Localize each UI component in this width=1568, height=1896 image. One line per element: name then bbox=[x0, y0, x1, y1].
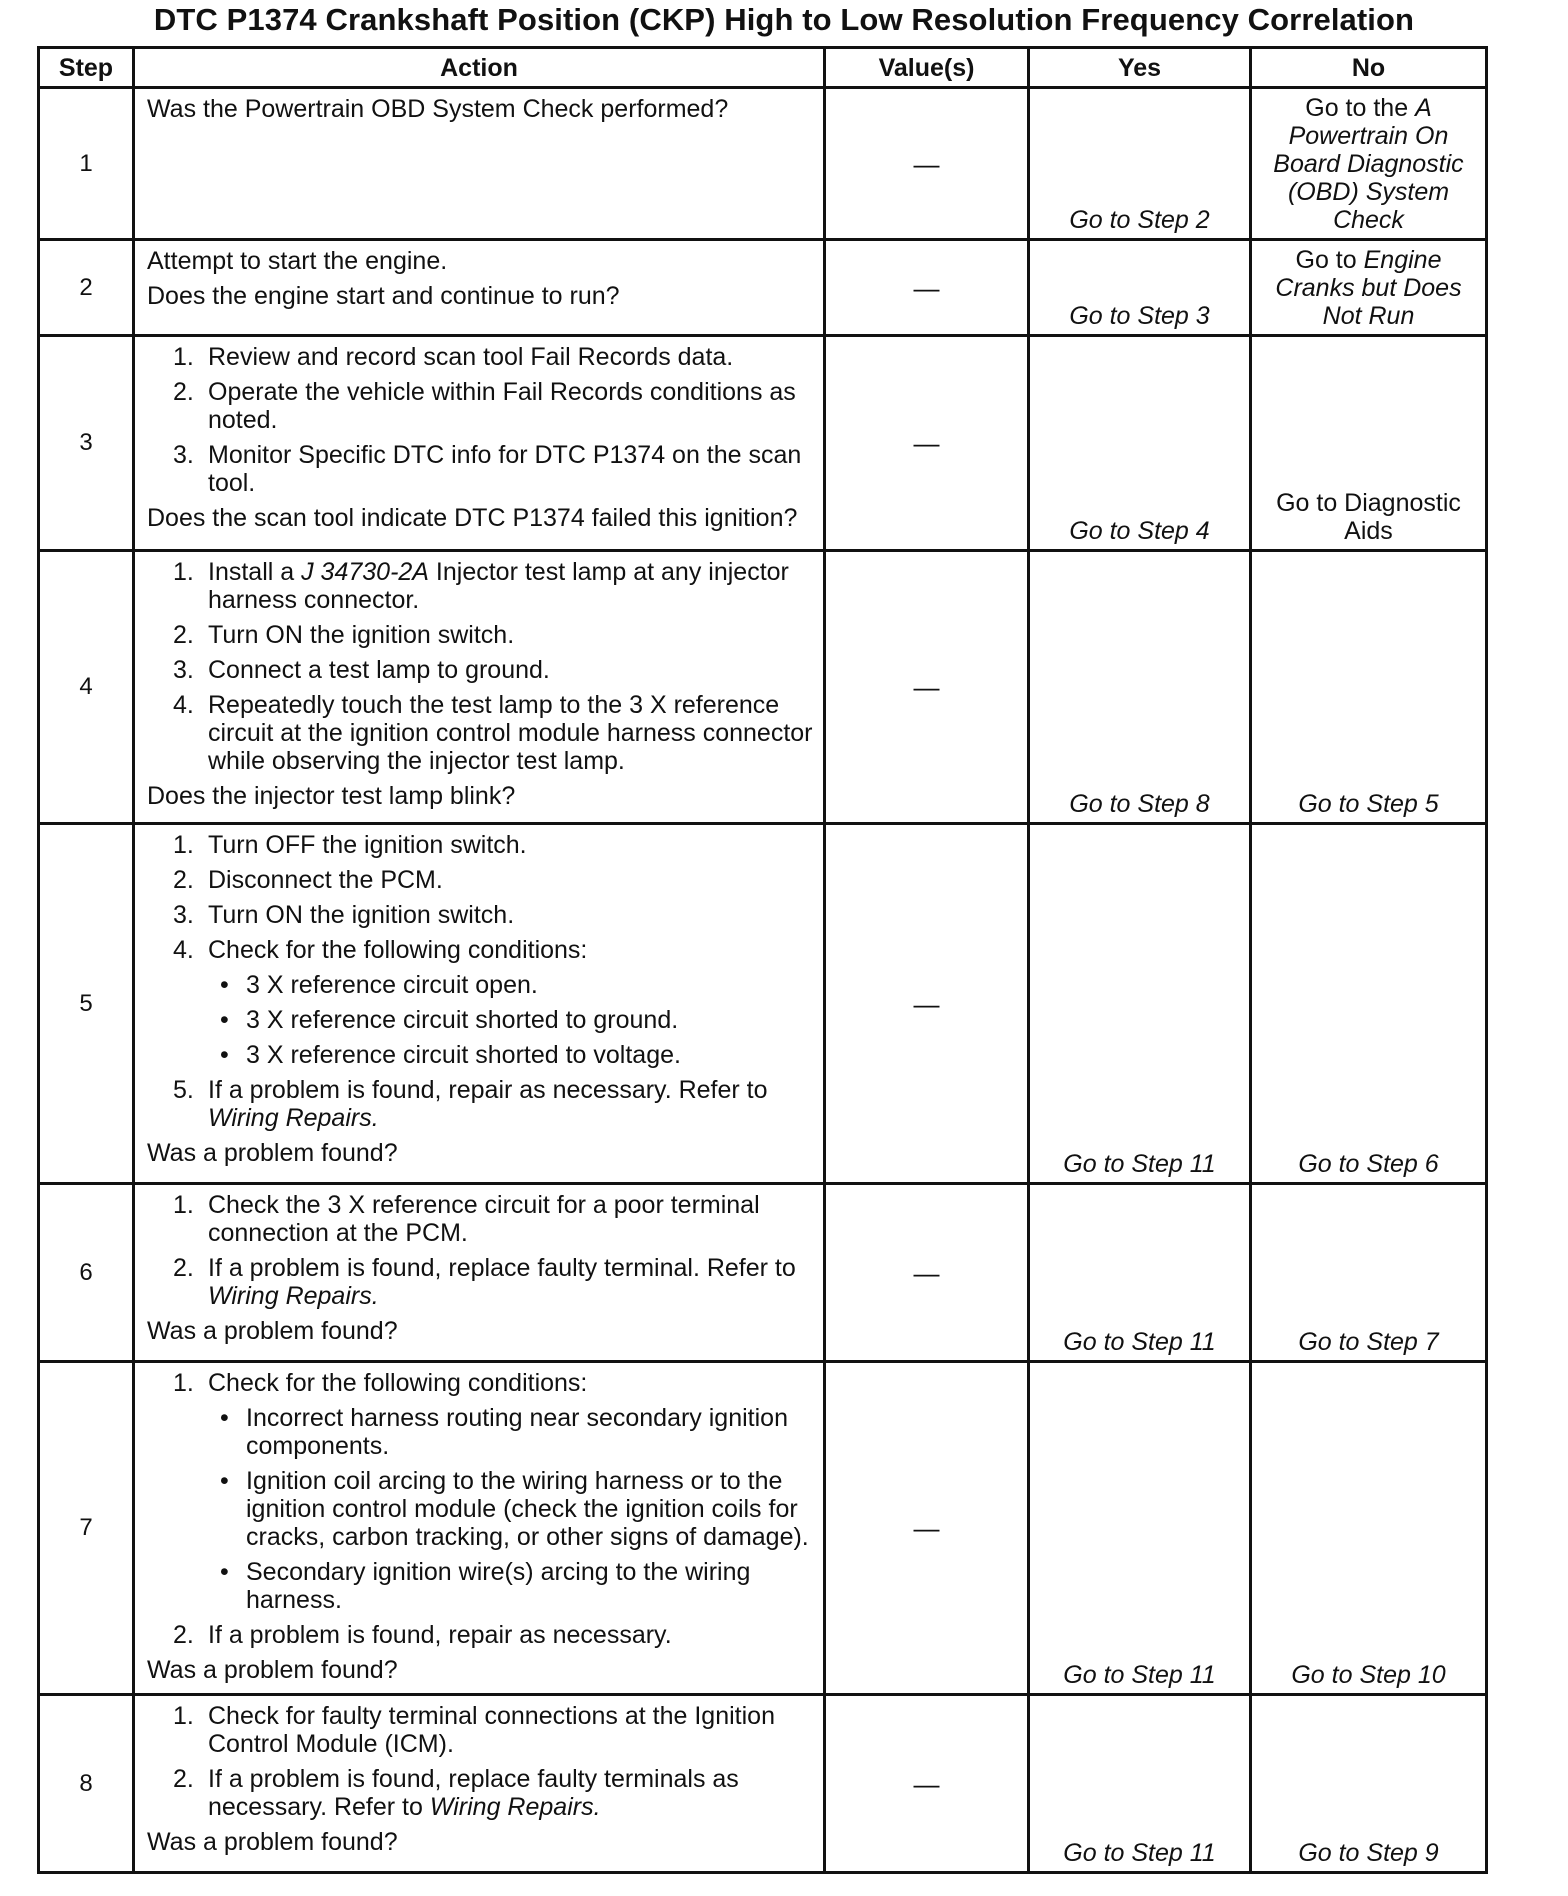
no-reference: Engine Cranks but Does Not Run bbox=[1275, 246, 1462, 330]
item-text: Connect a test lamp to ground. bbox=[208, 656, 550, 684]
item-text: Install a bbox=[208, 558, 302, 586]
item-number: 5. bbox=[173, 1076, 194, 1104]
step-number: 7 bbox=[39, 1362, 134, 1695]
no-cell bbox=[1251, 824, 1487, 1184]
list-item bbox=[147, 936, 815, 1069]
table-header-row bbox=[39, 48, 1487, 88]
item-text: Check for the following conditions: bbox=[208, 1369, 588, 1397]
action-list bbox=[147, 558, 815, 775]
item-number: 2. bbox=[173, 866, 194, 894]
list-item bbox=[147, 378, 815, 434]
action-question: Does the injector test lamp blink? bbox=[147, 782, 516, 810]
list-item bbox=[147, 1076, 815, 1132]
value-cell: — bbox=[825, 240, 1029, 336]
header-no: No bbox=[1251, 48, 1487, 88]
action-cell bbox=[134, 88, 825, 240]
no-reference: A Powertrain On Board Diagnostic (OBD) System Check bbox=[1273, 94, 1464, 234]
item-text: Injector test lamp at any injector harness connector. bbox=[208, 558, 789, 614]
table-row-step-8 bbox=[39, 1695, 1487, 1873]
bullet-icon: • bbox=[220, 1006, 229, 1034]
action-list bbox=[147, 343, 815, 497]
action-cell bbox=[134, 824, 825, 1184]
item-number: 2. bbox=[173, 1765, 194, 1793]
header-yes: Yes bbox=[1029, 48, 1251, 88]
wiring-repairs-reference: Wiring Repairs. bbox=[208, 1104, 379, 1132]
item-number: 2. bbox=[173, 1254, 194, 1282]
action-cell bbox=[134, 1695, 825, 1873]
list-item bbox=[147, 691, 815, 775]
item-number: 1. bbox=[173, 1369, 194, 1397]
action-cell bbox=[134, 240, 825, 336]
page-title: DTC P1374 Crankshaft Position (CKP) High to Low Resolution Frequency Correlation bbox=[153, 2, 1415, 37]
header-action: Action bbox=[134, 48, 825, 88]
list-item bbox=[147, 1621, 815, 1649]
item-number: 2. bbox=[173, 621, 194, 649]
action-question: Does the engine start and continue to run? bbox=[147, 282, 620, 310]
table-row-step-2 bbox=[39, 240, 1487, 336]
value-cell: — bbox=[825, 1695, 1029, 1873]
bullet-text: 3 X reference circuit open. bbox=[246, 971, 538, 999]
action-list bbox=[147, 1369, 815, 1649]
list-item bbox=[147, 441, 815, 497]
list-item bbox=[147, 831, 815, 859]
yes-cell: Go to Step 2 bbox=[1029, 88, 1251, 240]
item-number: 1. bbox=[173, 1702, 194, 1730]
condition-list bbox=[208, 1404, 815, 1614]
action-question: Does the scan tool indicate DTC P1374 failed this ignition? bbox=[147, 504, 798, 532]
item-text: Turn ON the ignition switch. bbox=[208, 621, 515, 649]
item-text: Review and record scan tool Fail Records data. bbox=[208, 343, 734, 371]
table-row-step-6 bbox=[39, 1184, 1487, 1362]
item-text: Turn OFF the ignition switch. bbox=[208, 831, 527, 859]
item-number: 2. bbox=[173, 1621, 194, 1649]
action-list bbox=[147, 1191, 815, 1310]
item-number: 4. bbox=[173, 691, 194, 719]
step-number: 1 bbox=[39, 88, 134, 240]
yes-cell: Go to Step 4 bbox=[1029, 336, 1251, 551]
bullet-icon: • bbox=[220, 1558, 229, 1586]
list-item bbox=[147, 558, 815, 614]
item-text: Check for the following conditions: bbox=[208, 936, 588, 964]
item-text: If a problem is found, repair as necessary. bbox=[208, 1621, 672, 1649]
table-row-step-4 bbox=[39, 551, 1487, 824]
no-cell bbox=[1251, 1695, 1487, 1873]
list-item bbox=[147, 621, 815, 649]
bullet-icon: • bbox=[220, 1041, 229, 1069]
item-text: Operate the vehicle within Fail Records conditions as noted. bbox=[208, 378, 796, 434]
bullet-text: Secondary ignition wire(s) arcing to the wiring harness. bbox=[246, 1558, 751, 1614]
item-number: 1. bbox=[173, 831, 194, 859]
table-row-step-1 bbox=[39, 88, 1487, 240]
step-number: 4 bbox=[39, 551, 134, 824]
item-text: Turn ON the ignition switch. bbox=[208, 901, 515, 929]
bullet-item bbox=[208, 1558, 815, 1614]
value-cell: — bbox=[825, 1362, 1029, 1695]
item-number: 3. bbox=[173, 441, 194, 469]
bullet-text: Ignition coil arcing to the wiring harness or to the ignition control module (check the ignition coils for cracks, carbon tracking, or other signs of damage). bbox=[246, 1467, 809, 1551]
item-number: 1. bbox=[173, 558, 194, 586]
no-cell bbox=[1251, 1184, 1487, 1362]
bullet-text: 3 X reference circuit shorted to ground. bbox=[246, 1006, 679, 1034]
step-number: 6 bbox=[39, 1184, 134, 1362]
action-question: Was a problem found? bbox=[147, 1656, 398, 1684]
list-item bbox=[147, 1702, 815, 1758]
bullet-item bbox=[208, 1041, 815, 1069]
yes-cell: Go to Step 11 bbox=[1029, 1184, 1251, 1362]
item-number: 1. bbox=[173, 343, 194, 371]
action-text: Attempt to start the engine. bbox=[147, 247, 448, 275]
no-reference: Go to Step 5 bbox=[1298, 790, 1439, 818]
item-text: If a problem is found, repair as necessary. Refer to bbox=[208, 1076, 768, 1104]
list-item bbox=[147, 866, 815, 894]
action-cell bbox=[134, 1184, 825, 1362]
no-reference: Go to Step 10 bbox=[1291, 1661, 1446, 1689]
yes-cell: Go to Step 11 bbox=[1029, 824, 1251, 1184]
tool-reference: J 34730-2A bbox=[301, 558, 429, 586]
no-cell bbox=[1251, 88, 1487, 240]
wiring-repairs-reference: Wiring Repairs. bbox=[429, 1793, 601, 1821]
list-item bbox=[147, 901, 815, 929]
action-question: Was a problem found? bbox=[147, 1139, 398, 1167]
no-cell bbox=[1251, 551, 1487, 824]
condition-list bbox=[208, 971, 815, 1069]
bullet-icon: • bbox=[220, 1404, 229, 1432]
action-question: Was a problem found? bbox=[147, 1317, 398, 1345]
dtc-table bbox=[37, 46, 1488, 1874]
table-row-step-7 bbox=[39, 1362, 1487, 1695]
header-values: Value(s) bbox=[825, 48, 1029, 88]
value-cell: — bbox=[825, 336, 1029, 551]
no-cell bbox=[1251, 240, 1487, 336]
bullet-item bbox=[208, 971, 815, 999]
bullet-item bbox=[208, 1467, 815, 1551]
step-number: 8 bbox=[39, 1695, 134, 1873]
value-cell: — bbox=[825, 1184, 1029, 1362]
action-cell bbox=[134, 1362, 825, 1695]
no-prefix: Go to the bbox=[1305, 94, 1409, 122]
step-number: 2 bbox=[39, 240, 134, 336]
item-text: If a problem is found, replace faulty terminal. Refer to bbox=[208, 1254, 796, 1282]
list-item bbox=[147, 1254, 815, 1310]
bullet-text: 3 X reference circuit shorted to voltage. bbox=[246, 1041, 681, 1069]
no-reference: Go to Step 6 bbox=[1298, 1150, 1439, 1178]
bullet-text: Incorrect harness routing near secondary ignition components. bbox=[246, 1404, 788, 1460]
list-item bbox=[147, 343, 815, 371]
list-item bbox=[147, 656, 815, 684]
bullet-icon: • bbox=[220, 1467, 229, 1495]
list-item bbox=[147, 1191, 815, 1247]
no-cell bbox=[1251, 1362, 1487, 1695]
item-text: Disconnect the PCM. bbox=[208, 866, 443, 894]
yes-cell: Go to Step 11 bbox=[1029, 1695, 1251, 1873]
yes-cell: Go to Step 3 bbox=[1029, 240, 1251, 336]
action-text: Was the Powertrain OBD System Check performed? bbox=[147, 95, 729, 123]
table-row-step-3 bbox=[39, 336, 1487, 551]
item-number: 3. bbox=[173, 901, 194, 929]
wiring-repairs-reference: Wiring Repairs. bbox=[208, 1282, 379, 1310]
item-number: 1. bbox=[173, 1191, 194, 1219]
yes-cell: Go to Step 11 bbox=[1029, 1362, 1251, 1695]
action-cell bbox=[134, 336, 825, 551]
bullet-item bbox=[208, 1006, 815, 1034]
action-question: Was a problem found? bbox=[147, 1828, 398, 1856]
item-number: 4. bbox=[173, 936, 194, 964]
action-list bbox=[147, 831, 815, 1132]
item-number: 3. bbox=[173, 656, 194, 684]
action-list bbox=[147, 1702, 815, 1821]
list-item bbox=[147, 1369, 815, 1614]
item-text: Check the 3 X reference circuit for a poor terminal connection at the PCM. bbox=[208, 1191, 760, 1247]
bullet-item bbox=[208, 1404, 815, 1460]
header-step: Step bbox=[39, 48, 134, 88]
yes-cell: Go to Step 8 bbox=[1029, 551, 1251, 824]
table-row-step-5 bbox=[39, 824, 1487, 1184]
no-prefix: Go to bbox=[1295, 246, 1357, 274]
item-text: Check for faulty terminal connections at the Ignition Control Module (ICM). bbox=[208, 1702, 775, 1758]
item-text: Repeatedly touch the test lamp to the 3 X reference circuit at the ignition control module harness connector while observing the injector test lamp. bbox=[208, 691, 813, 775]
step-number: 5 bbox=[39, 824, 134, 1184]
no-reference: Go to Step 9 bbox=[1298, 1839, 1439, 1867]
action-cell bbox=[134, 551, 825, 824]
bullet-icon: • bbox=[220, 971, 229, 999]
no-cell: Go to Diagnostic Aids bbox=[1251, 336, 1487, 551]
item-text: Monitor Specific DTC info for DTC P1374 on the scan tool. bbox=[208, 441, 802, 497]
list-item bbox=[147, 1765, 815, 1821]
value-cell: — bbox=[825, 88, 1029, 240]
item-number: 2. bbox=[173, 378, 194, 406]
no-reference: Go to Step 7 bbox=[1298, 1328, 1439, 1356]
step-number: 3 bbox=[39, 336, 134, 551]
item-text: If a problem is found, replace faulty terminals as necessary. Refer to bbox=[208, 1765, 739, 1821]
value-cell: — bbox=[825, 551, 1029, 824]
value-cell: — bbox=[825, 824, 1029, 1184]
